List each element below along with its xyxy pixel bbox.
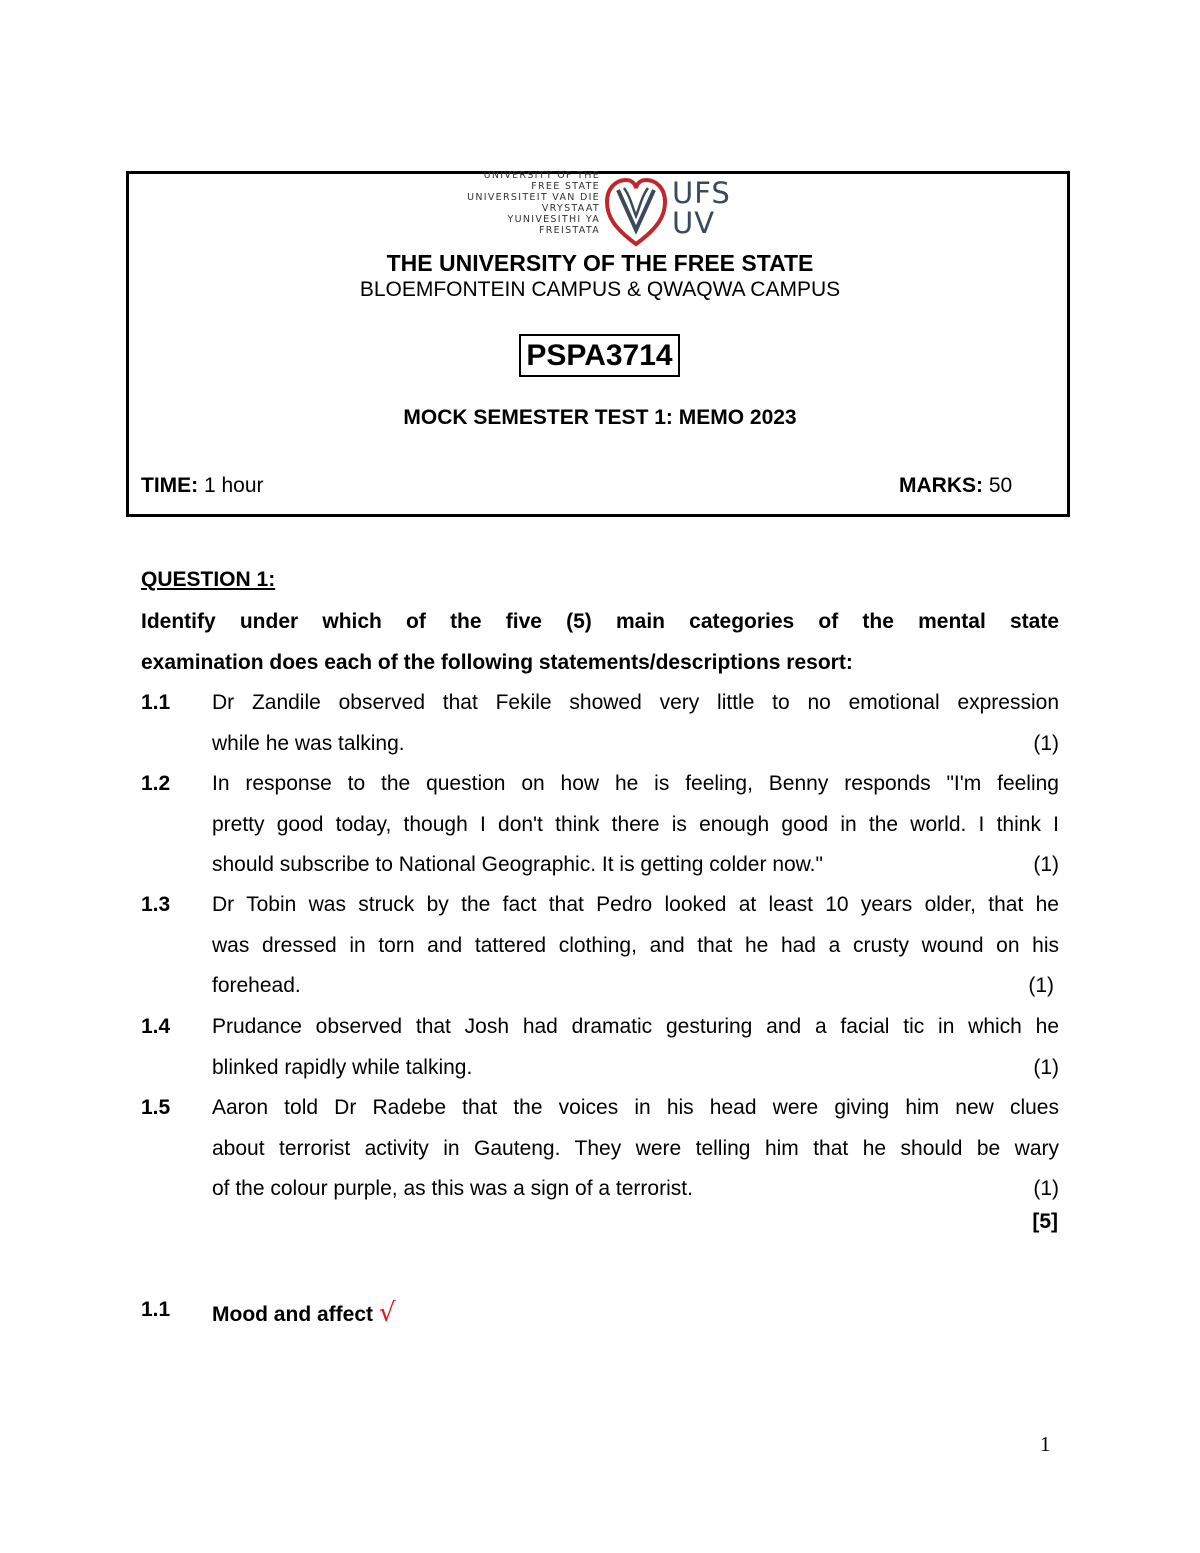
item-text xyxy=(212,683,1059,764)
marks-label: MARKS: xyxy=(899,474,983,497)
time-value: 1 hour xyxy=(198,474,264,497)
ufs-heart-logo-icon xyxy=(604,176,668,248)
item-line: about terrorist activity in Gauteng. They were telling him that he should be wary xyxy=(212,1136,1059,1160)
logo-abbr-bottom: UV xyxy=(672,206,716,240)
item-line-last xyxy=(212,966,1059,1007)
logo-line: UNIVERSITEIT VAN DIE xyxy=(467,192,600,203)
item-line: pretty good today, though I don't think there is enough good in the world. I think I xyxy=(212,812,1059,836)
item-text xyxy=(212,1007,1059,1088)
item-number: 1.1 xyxy=(141,691,171,714)
test-title: MOCK SEMESTER TEST 1: MEMO 2023 xyxy=(403,406,797,429)
time-info xyxy=(141,474,264,498)
page-number: 1 xyxy=(1040,1432,1051,1456)
item-line: of the colour purple, as this was a sign of a terrorist. xyxy=(212,1177,693,1200)
answer-number: 1.1 xyxy=(141,1298,171,1321)
item-line: Dr Zandile observed that Fekile showed very little to no emotional expression xyxy=(212,691,1059,714)
time-label: TIME: xyxy=(141,474,199,497)
item-line-last xyxy=(212,845,1059,886)
instruction-line: Identify under which of the five (5) main categories of the mental state xyxy=(141,610,1059,633)
item-number: 1.3 xyxy=(141,893,171,916)
ufs-abbreviation xyxy=(672,178,731,238)
item-number: 1.2 xyxy=(141,772,171,795)
item-line-last xyxy=(212,1169,1059,1210)
item-mark: (1) xyxy=(1033,853,1059,876)
logo-line: YUNIVESITHI YA xyxy=(507,214,600,225)
item-number: 1.4 xyxy=(141,1015,171,1038)
question-total: [5] xyxy=(1032,1210,1058,1233)
item-text xyxy=(212,1088,1059,1210)
logo-line: FREISTATA xyxy=(539,225,600,236)
item-line: should subscribe to National Geographic. It is getting colder now." xyxy=(212,853,823,876)
item-line: Prudance observed that Josh had dramatic gesturing and a facial tic in which he xyxy=(212,1015,1059,1038)
module-code: PSPA3714 xyxy=(519,334,680,377)
item-line: blinked rapidly while talking. xyxy=(212,1055,473,1079)
instruction-line: examination does each of the following statements/descriptions resort: xyxy=(141,650,853,674)
answer-label: Mood and affect xyxy=(212,1303,373,1326)
item-line-last xyxy=(212,1048,1059,1089)
item-number: 1.5 xyxy=(141,1096,171,1119)
university-logo-wordmark xyxy=(440,170,600,236)
logo-abbr-top: UFS xyxy=(672,176,731,210)
answer-text xyxy=(212,1298,396,1328)
campus-line: BLOEMFONTEIN CAMPUS & QWAQWA CAMPUS xyxy=(359,278,841,301)
item-mark: (1) xyxy=(1033,1177,1059,1200)
question-instruction xyxy=(141,602,1059,683)
marks-info xyxy=(899,474,1012,498)
item-mark: (1) xyxy=(1033,731,1059,755)
question-heading: QUESTION 1: xyxy=(141,568,276,591)
item-line: while he was talking. xyxy=(212,731,405,755)
marks-value: 50 xyxy=(983,474,1013,497)
item-text xyxy=(212,885,1059,1007)
logo-line: VRYSTAAT xyxy=(541,203,600,214)
item-mark: (1) xyxy=(1028,974,1054,997)
item-line: Aaron told Dr Radebe that the voices in his head were giving him new clues xyxy=(212,1096,1059,1119)
logo-line: FREE STATE xyxy=(531,181,600,192)
item-line: forehead. xyxy=(212,974,301,997)
item-line: Dr Tobin was struck by the fact that Pedro looked at least 10 years older, that he xyxy=(212,893,1059,916)
university-title: THE UNIVERSITY OF THE FREE STATE xyxy=(386,250,814,276)
item-line: was dressed in torn and tattered clothing, and that he had a crusty wound on his xyxy=(212,933,1059,957)
item-line: In response to the question on how he is feeling, Benny responds "I'm feeling xyxy=(212,772,1059,795)
item-text xyxy=(212,764,1059,886)
logo-line: UNIVERSITY OF THE xyxy=(483,170,600,181)
tick-mark-icon: √ xyxy=(379,1298,396,1328)
item-mark: (1) xyxy=(1033,1055,1059,1079)
item-line-last xyxy=(212,724,1059,765)
